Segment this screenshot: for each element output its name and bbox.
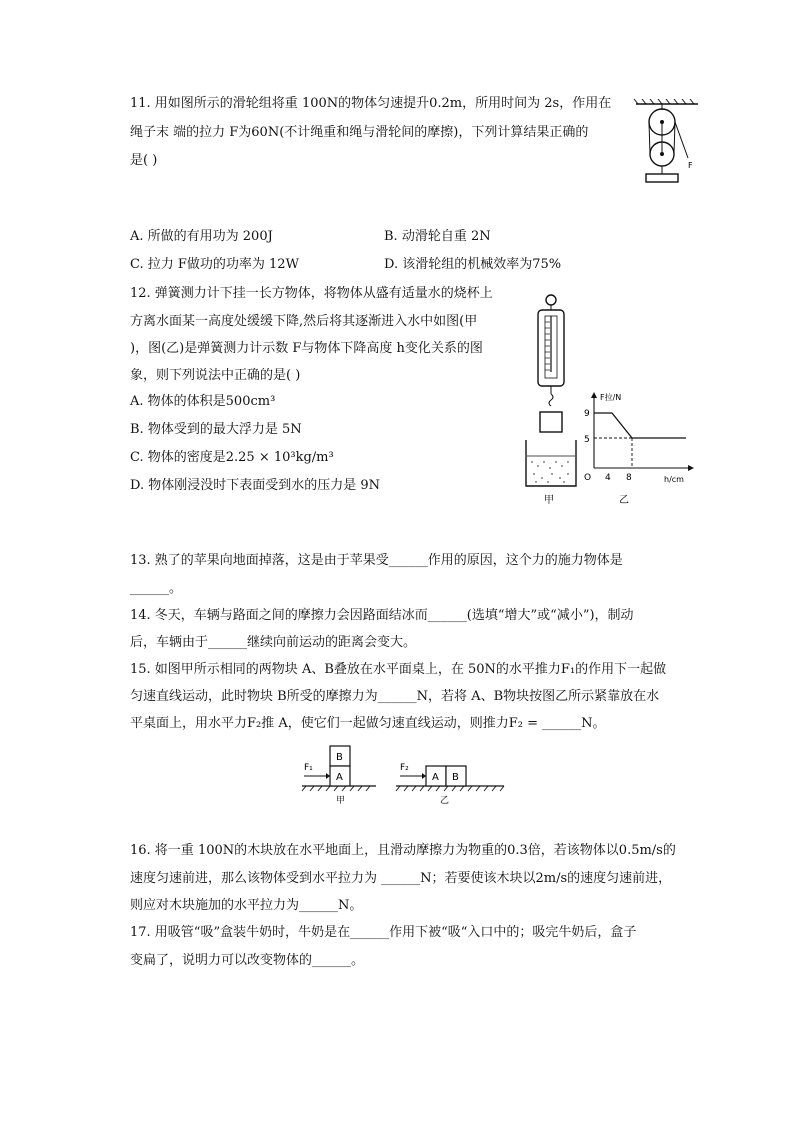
block-a-bottom: A bbox=[336, 772, 343, 783]
q14-line-1: 14. 冬天，车辆与路面之间的摩擦力会因路面结冰而______(选填“增大”或“减小”)，制动 bbox=[130, 608, 634, 623]
graph-xtick-4: 4 bbox=[605, 473, 611, 483]
q11-option-d: D. 该滑轮组的机械效率为75% bbox=[384, 257, 562, 272]
q12-option-a: A. 物体的体积是500cm³ bbox=[130, 394, 276, 409]
q16-line-3: 则应对木块施加的水平拉力为______N。 bbox=[130, 898, 363, 913]
blocks-label-yi: 乙 bbox=[440, 796, 450, 806]
q13-line-1: 13. 熟了的苹果向地面掉落，这是由于苹果受______作用的原因，这个力的施力物体是 bbox=[130, 553, 623, 568]
q17-line-2: 变扁了，说明力可以改变物体的______。 bbox=[130, 953, 365, 968]
graph-label-yi: 乙 bbox=[619, 495, 629, 506]
q16-line-1: 16. 将一重 100N的木块放在水平地面上，且滑动摩擦力为物重的0.3倍，若该物体以0.5m/s的 bbox=[130, 843, 676, 858]
q12-line-2: 方离水面某一高度处缓缓下降,然后将其逐渐进入水中如图(甲 bbox=[130, 314, 478, 329]
q12-option-b: B. 物体受到的最大浮力是 5N bbox=[130, 422, 302, 437]
q11-line-2: 绳子末 端的拉力 F为60N(不计绳重和绳与滑轮间的摩擦)，下列计算结果正确的 bbox=[130, 125, 589, 140]
graph-origin: O bbox=[584, 473, 592, 483]
graph-xlabel: h/cm bbox=[664, 475, 684, 484]
q15-line-2: 匀速直线运动，此时物块 B所受的摩擦力为______N，若将 A、B物块按图乙所示紧靠放在水 bbox=[130, 689, 660, 704]
graph-ylabel: F拉/N bbox=[600, 393, 622, 402]
q11-option-c: C. 拉力 F做功的功率为 12W bbox=[130, 257, 299, 272]
pulley-figure bbox=[632, 96, 702, 188]
graph-xtick-8: 8 bbox=[626, 473, 632, 483]
pulley-f-label: F bbox=[688, 161, 693, 170]
block-a-right: A bbox=[432, 772, 439, 783]
q11-option-b: B. 动滑轮自重 2N bbox=[384, 229, 491, 244]
block-b-right: B bbox=[452, 772, 459, 783]
spring-scale-figure bbox=[516, 290, 696, 508]
q16-line-2: 速度匀速前进，那么该物体受到水平拉力为 ______N；若要使该木块以2m/s的速度匀速前进， bbox=[130, 871, 672, 886]
q11-option-a: A. 所做的有用功为 200J bbox=[130, 229, 273, 244]
graph-ytick-5: 5 bbox=[584, 435, 590, 445]
q12-option-c: C. 物体的密度是2.25 × 10³kg/m³ bbox=[130, 450, 334, 465]
q12-line-4: 象，则下列说法中正确的是( ) bbox=[130, 368, 301, 383]
q17-line-1: 17. 用吸管“吸”盒装牛奶时，牛奶是在______作用下被“吸“入口中的；吸完牛奶后，盒子 bbox=[130, 925, 637, 940]
q11-line-1: 11. 用如图所示的滑轮组将重 100N的物体匀速提升0.2m，所用时间为 2s，作用在 bbox=[130, 96, 612, 111]
q15-line-1: 15. 如图甲所示相同的两物块 A、B叠放在水平面桌上，在 50N的水平推力F₁的作用下一起做 bbox=[130, 662, 667, 677]
spring-label-jia: 甲 bbox=[544, 495, 554, 506]
blocks-label-jia: 甲 bbox=[336, 796, 346, 806]
q12-option-d: D. 物体刚浸没时下表面受到水的压力是 9N bbox=[130, 478, 381, 493]
q13-line-2: ______。 bbox=[130, 581, 183, 596]
q12-line-1: 12. 弹簧测力计下挂一长方物体，将物体从盛有适量水的烧杯上 bbox=[130, 286, 493, 301]
q11-line-3: 是( ) bbox=[130, 153, 158, 168]
graph-ytick-9: 9 bbox=[584, 409, 590, 419]
block-b-top: B bbox=[336, 752, 343, 763]
q14-line-2: 后，车辆由于______继续向前运动的距离会变大。 bbox=[130, 635, 417, 650]
q15-line-3: 平桌面上，用水平力F₂推 A，使它们一起做匀速直线运动，则推力F₂ = ______N。 bbox=[130, 716, 606, 731]
force-f2-label: F₂ bbox=[400, 763, 409, 773]
force-f1-label: F₁ bbox=[304, 763, 313, 773]
q12-line-3: )，图(乙)是弹簧测力计示数 F与物体下降高度 h变化关系的图 bbox=[130, 341, 483, 356]
blocks-figure bbox=[296, 742, 510, 808]
